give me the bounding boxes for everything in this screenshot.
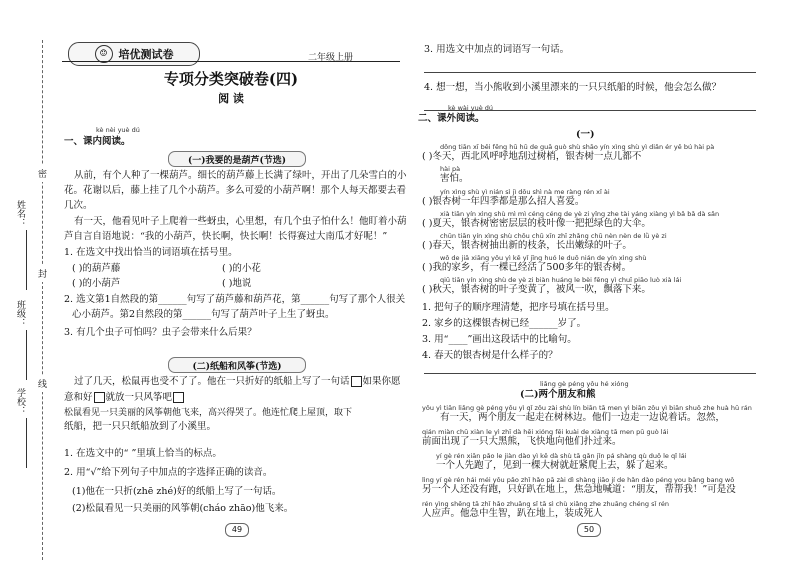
- question-3: 3. 用“____”画出这段话中的比喻句。: [422, 334, 577, 345]
- passage-b-line: 有一天，两个朋友一起走在树林边。他们一边走一边说着话。忽然，: [440, 412, 726, 423]
- answer-blank[interactable]: ( )的小葫芦: [72, 278, 121, 289]
- pinyin-line: yǒu yì tiān liǎng gè péng yǒu yì qǐ zǒu zài shù lín biān tā men yì biān zǒu yì biān shuō zhe huà hū rán: [422, 404, 752, 412]
- passage2-line: 纸船，把一只只纸船放到了小溪里。: [64, 421, 217, 432]
- brand-logo: [68, 42, 200, 66]
- pinyin-line: wǒ de jiā xiāng yǒu yì kē yǐ jīng huó le duō nián de yín xìng shù: [440, 254, 647, 262]
- question-2[interactable]: 2. 选文第1自然段的第______句写了葫芦藤和葫芦花，第______句写了那个人很关: [64, 294, 406, 305]
- grade-label: 二年级上册: [308, 53, 354, 63]
- passage-b-line: 人应声。他急中生智，趴在地上，装成死人: [422, 508, 603, 519]
- passage-b-title: (二)两个朋友和熊: [520, 389, 596, 400]
- order-sentence[interactable]: ( )春天，银杏树抽出新的枝条，长出嫩绿的叶子。: [422, 240, 632, 251]
- answer-blank[interactable]: ( )的葫芦藤: [72, 263, 121, 274]
- page-subtitle: 阅 读: [218, 92, 244, 105]
- school-blank[interactable]: [26, 418, 27, 468]
- question-2-item[interactable]: (1)他在一只折(zhē zhé)好的纸船上写了一句话。: [72, 486, 282, 497]
- punctuation-box[interactable]: [173, 392, 184, 403]
- pinyin-line: xià tiān yín xìng shù mì mì céng céng de yè zi yǐng zhe tài yáng xiàng yì bǎ bǎ dà sǎn: [440, 210, 720, 218]
- pinyin-line: yí gè rén xiān pǎo le jiàn dào yì kē dà shù tā gǎn jǐn pá shàng qù duǒ le qǐ lái: [436, 452, 687, 460]
- section1-heading: 一、课内阅读。: [64, 136, 131, 147]
- answer-blank[interactable]: ( )的小花: [222, 263, 261, 274]
- order-sentence[interactable]: ( )秋天，银杏树的叶子变黄了，被风一吹，飘落下来。: [422, 284, 651, 295]
- name-blank[interactable]: [26, 230, 27, 290]
- passage-b-line: 另一个人还没有跑，只好趴在地上，焦急地喊道：“朋友，帮帮我！”可是没: [422, 484, 736, 495]
- question-3: 3. 有几个虫子可怕吗？虫子会带来什么后果？: [64, 327, 257, 338]
- question-4: 4. 春天的银杏树是什么样子的？: [422, 350, 558, 361]
- seal-mark-1: 密: [38, 165, 47, 182]
- order-sentence[interactable]: ( )冬天，西北风呼呼地刮过树梢，银杏树一点儿都不: [422, 151, 642, 162]
- passage2-title: (二)纸船和风筝(节选): [168, 357, 306, 373]
- pinyin-line: hài pà: [440, 165, 461, 173]
- punctuation-box[interactable]: [351, 376, 362, 387]
- passage-a-title: (一): [576, 129, 595, 140]
- passage2-line: 松鼠看见一只美丽的风筝朝他飞来，高兴得哭了。他连忙爬上屋顶，取下: [64, 408, 353, 418]
- question-1: 1. 在选文中的“ ”里填上恰当的标点。: [64, 448, 222, 459]
- section2-pinyin: kè wài yuè dú: [448, 104, 494, 112]
- passage1-line: 几次。: [64, 200, 93, 211]
- question-3: 3. 用选文中加点的词语写一句话。: [424, 44, 570, 55]
- pinyin-line: qiū tiān yín xìng shù de yè zi biàn huáng le bèi fēng yì chuī piāo luò xià lái: [440, 276, 682, 284]
- class-label: 班级：: [15, 300, 25, 327]
- page-number: 49: [225, 523, 249, 537]
- passage1-line: 有一天，他看见叶子上爬着一些蚜虫，心里想，有几个虫子怕什么！他盯着小葫: [74, 216, 407, 227]
- header-rule: [62, 61, 400, 62]
- order-sentence[interactable]: ( )银杏树一年四季都是那么招人喜爱。: [422, 196, 585, 207]
- order-sentence-cont: 害怕。: [440, 173, 469, 184]
- passage1-line: 花。花谢以后，藤上挂了几个小葫芦。多么可爱的小葫芦啊！那个人每天都要去看: [64, 185, 407, 196]
- punctuation-box[interactable]: [94, 392, 105, 403]
- passage2-line: 意和好 就放一只风筝吧: [64, 392, 185, 404]
- section1-pinyin: kè nèi yuè dú: [96, 126, 140, 134]
- question-2: 2. 用“√”给下列句子中加点的字选择正确的读音。: [64, 467, 273, 478]
- answer-blank[interactable]: ( )地说: [222, 278, 252, 289]
- passage-b-pinyin: liǎng gè péng yǒu hé xióng: [540, 380, 629, 388]
- pinyin-line: chūn tiān yín xìng shù chōu chū xīn zhī zhǎng chū nèn nèn de lǜ yè zi: [440, 232, 667, 240]
- question-2-cont[interactable]: 心小葫芦。第2自然段的第______句写了葫芦叶子上生了蚜虫。: [72, 309, 335, 320]
- pinyin-line: rén yìng shēng tā zhǐ hǎo zhuāng sǐ tā sì chù xiǎng zhe zhuāng chéng sǐ rén: [422, 500, 669, 508]
- question-1: 1. 在选文中找出恰当的词语填在括号里。: [64, 247, 238, 258]
- mascot-icon: ☺: [95, 45, 113, 63]
- passage1-title: (一)我要的是葫芦(节选): [168, 151, 306, 167]
- section2-heading: 二、课外阅读。: [418, 113, 485, 124]
- pinyin-line: yín xìng shù yì nián sì jì dōu shì nà me ràng rén xǐ ài: [440, 188, 610, 196]
- answer-line[interactable]: [424, 373, 756, 374]
- passage2-line: 过了几天，松鼠再也受不了了。他在一只折好的纸船上写了一句话 如果你愿: [74, 376, 401, 387]
- order-sentence[interactable]: ( )夏天，银杏树密密层层的枝叶像一把把绿色的大伞。: [422, 218, 651, 229]
- seal-line: [42, 40, 43, 560]
- name-label: 姓名：: [15, 200, 25, 227]
- pinyin-line: lìng yí gè rén hái méi yǒu pǎo zhǐ hǎo pā zài dì shàng jiāo jí de hǎn dào péng you bāng bang wǒ: [422, 476, 735, 484]
- order-sentence[interactable]: ( )我的家乡，有一棵已经活了500多年的银杏树。: [422, 262, 632, 273]
- logo-text: 培优测试卷: [118, 48, 174, 61]
- answer-line[interactable]: [424, 72, 756, 73]
- passage1-line: 从前，有个人种了一棵葫芦。细长的葫芦藤上长满了绿叶，开出了几朵雪白的小: [74, 170, 407, 181]
- binding-strip: [8, 30, 56, 570]
- question-1: 1. 把句子的顺序理清楚，把序号填在括号里。: [422, 302, 615, 313]
- passage-b-line: 一个人先跑了，见到一棵大树就赶紧爬上去，躲了起来。: [436, 460, 674, 471]
- pinyin-line: qián miàn chū xiàn le yì zhī dà hēi xióng fēi kuài de xiàng tā men pū guò lái: [422, 428, 669, 436]
- page-title: 专项分类突破卷(四): [163, 70, 299, 88]
- class-blank[interactable]: [26, 330, 27, 380]
- passage-b-line: 前面出现了一只大黑熊，飞快地向他们扑过来。: [422, 436, 622, 447]
- seal-mark-2: 封: [38, 265, 47, 282]
- page-number: 50: [577, 523, 601, 537]
- seal-mark-3: 线: [38, 375, 47, 392]
- passage1-line: 芦自言自语地说：“我的小葫芦，快长啊，快长啊！长得赛过大南瓜才好呢！”: [64, 231, 388, 242]
- question-4: 4. 想一想，当小熊收到小溪里漂来的一只只纸船的时候，他会怎么做？: [424, 82, 722, 93]
- question-2[interactable]: 2. 家乡的这棵银杏树已经______岁了。: [422, 318, 587, 329]
- question-2-item[interactable]: (2)松鼠看见一只美丽的风筝朝(cháo zhāo)他飞来。: [72, 503, 294, 514]
- pinyin-line: dōng tiān xī běi fēng hū hū de guā guò shù shāo yín xìng shù yì diǎn ér yě bú hài pà: [440, 143, 715, 151]
- school-label: 学校：: [15, 388, 25, 415]
